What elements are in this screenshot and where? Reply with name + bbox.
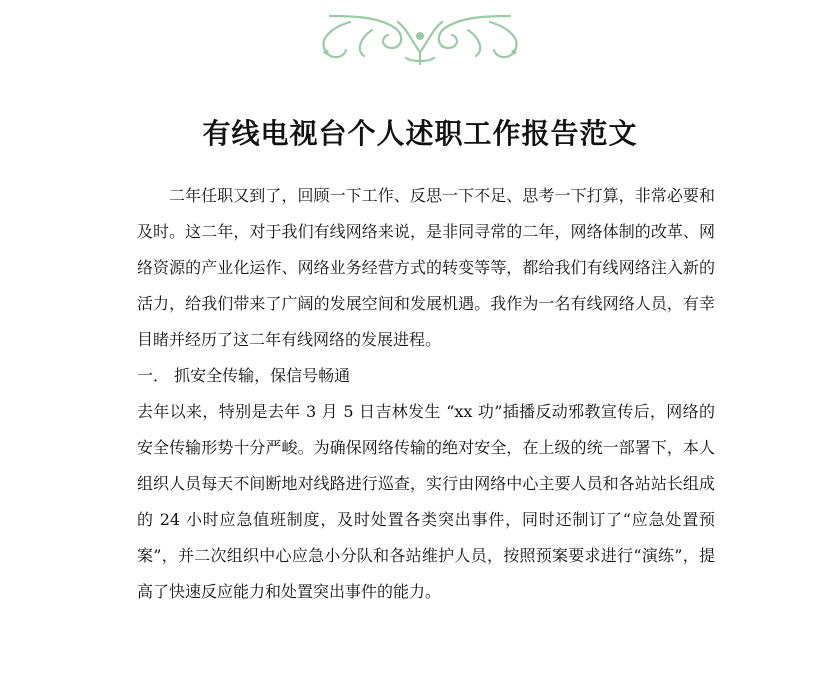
intro-paragraph: 二年任职又到了，回顾一下工作、反思一下不足、思考一下打算，非常必要和及时。这二年，对于我们有线网络来说，是非同寻常的二年，网络体制的改革、网络资源的产业化运作、网络业务经营方式的转变等等，都给我们有线网络注入新的活力，给我们带来了广阔的发展空间和发展机遇。我作为一名有线网络人员，有幸目睹并经历了这二年有线网络的发展进程。 — [137, 186, 715, 349]
body-paragraph: 去年以来，特别是去年 3 月 5 日吉林发生 “xx 功”插播反动邪教宣传后，网络的安全传输形势十分严峻。为确保网络传输的绝对安全，在上级的统一部署下，本人组织人员每天不间断地对线路进行巡查，实行由网络中心主要人员和各站站长组成的 24 小时应急值班制度，及时处置各类突出事件，同时还制订了“应急处置预案”，并二次组织中心应急小分队和各站维护人员，按照预案要求进行“演练”，提高了快速反应能力和处置突出事件的能力。 — [137, 402, 715, 601]
section-heading: 一． 抓安全传输，保信号畅通 — [137, 366, 351, 385]
document-title: 有线电视台个人述职工作报告范文 — [202, 117, 638, 150]
document-body — [137, 178, 715, 610]
decorative-header-ornament — [0, 0, 840, 70]
